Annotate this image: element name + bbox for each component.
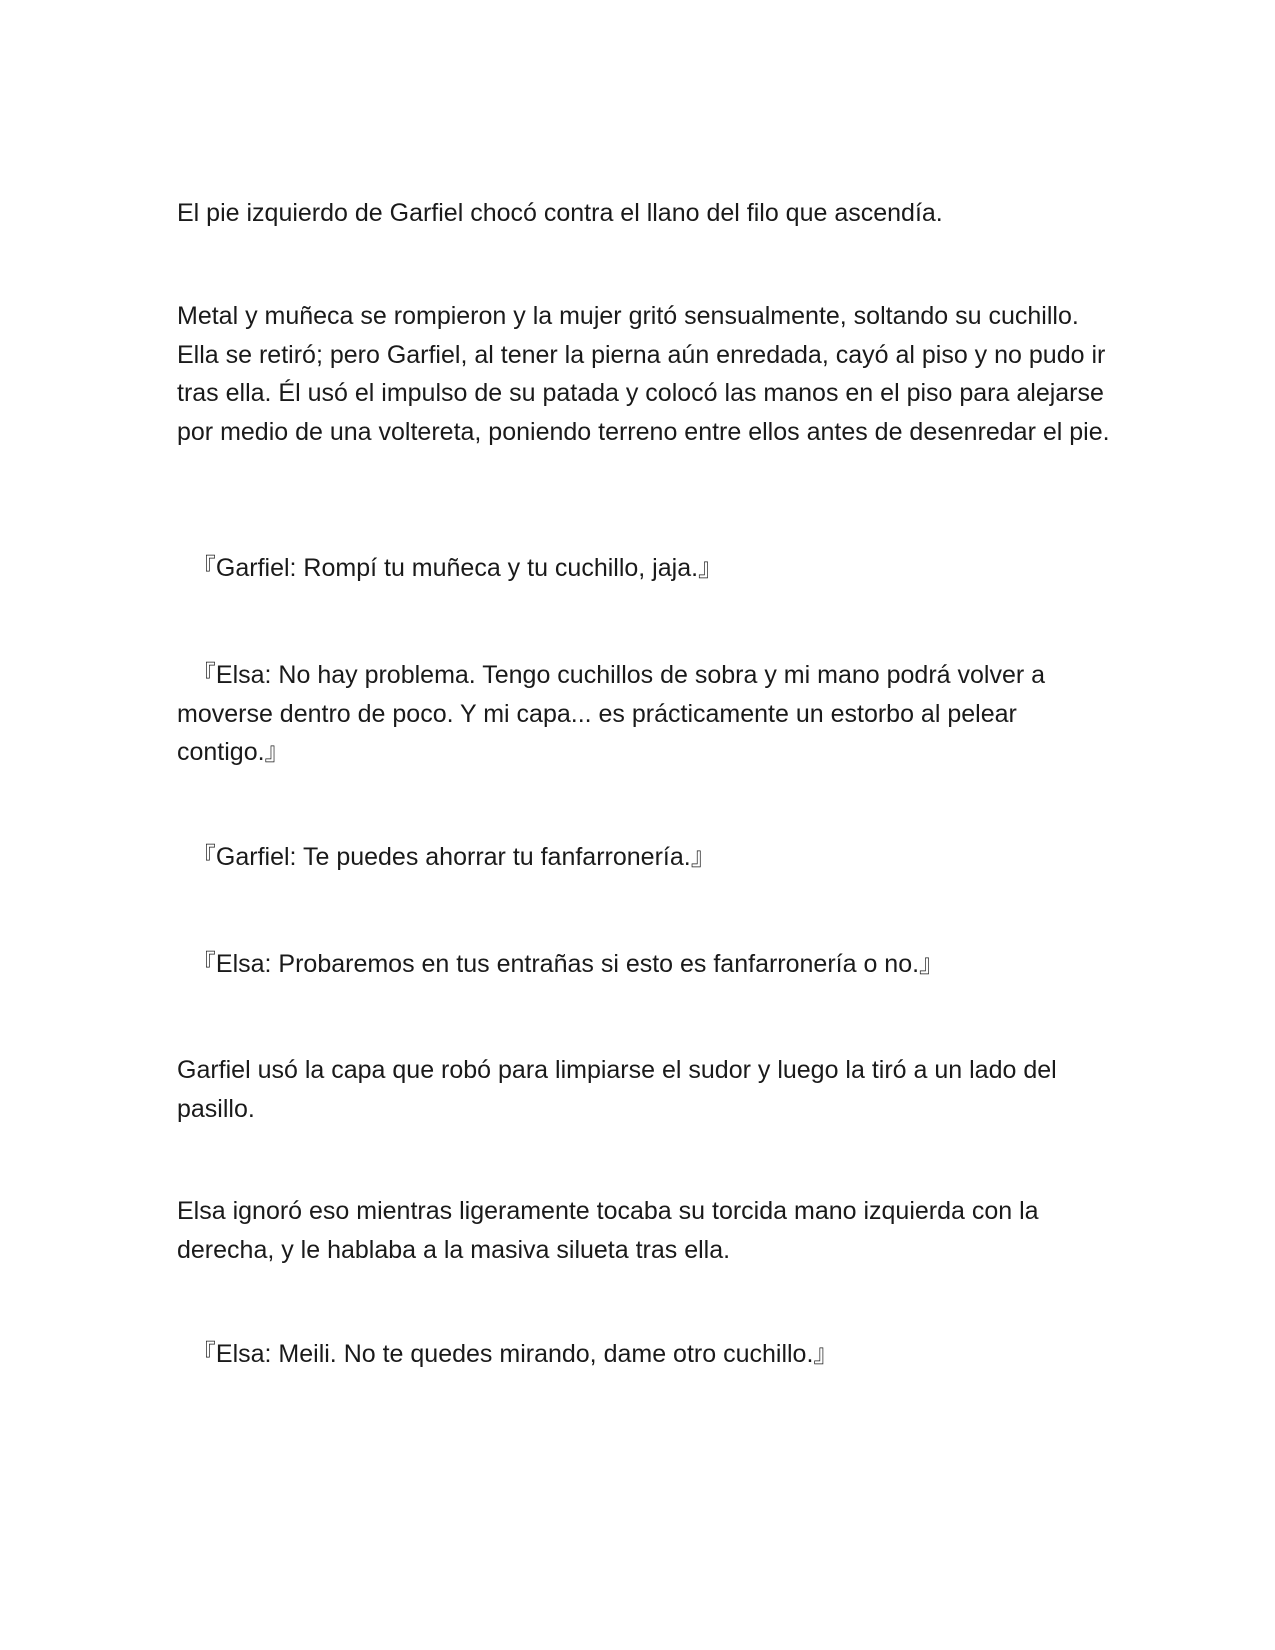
paragraph-2: Metal y muñeca se rompieron y la mujer gritó sensualmente, soltando su cuchillo. Ella se retiró; pero Garfiel, al tener la pierna aún enredada, cayó al piso y no pudo ir tras ella. Él usó el impulso de su patada y colocó las manos en el piso para alejarse por medio de una voltereta, poniendo terreno entre ellos antes de desenredar el pie. (177, 302, 1110, 446)
paragraph-1: El pie izquierdo de Garfiel chocó contra el llano del filo que ascendía. (177, 199, 943, 227)
dialogue-line-1: 『Garfiel: Rompí tu muñeca y tu cuchillo, jaja.』 (177, 554, 724, 582)
dialogue-line-3: 『Garfiel: Te puedes ahorrar tu fanfarronería.』 (177, 843, 716, 871)
dialogue-line-2: 『Elsa: No hay problema. Tengo cuchillos de sobra y mi mano podrá volver a moverse dentro de poco. Y mi capa... es prácticamente un estorbo al pelear contigo.』 (177, 661, 1046, 766)
dialogue-line-4: 『Elsa: Probaremos en tus entrañas si esto es fanfarronería o no.』 (177, 950, 945, 978)
paragraph-3: Garfiel usó la capa que robó para limpiarse el sudor y luego la tiró a un lado del pasillo. (177, 1056, 1057, 1123)
paragraph-4: Elsa ignoró eso mientras ligeramente tocaba su torcida mano izquierda con la derecha, y le hablaba a la masiva silueta tras ella. (177, 1197, 1039, 1264)
dialogue-line-5: 『Elsa: Meili. No te quedes mirando, dame otro cuchillo.』 (177, 1340, 839, 1368)
